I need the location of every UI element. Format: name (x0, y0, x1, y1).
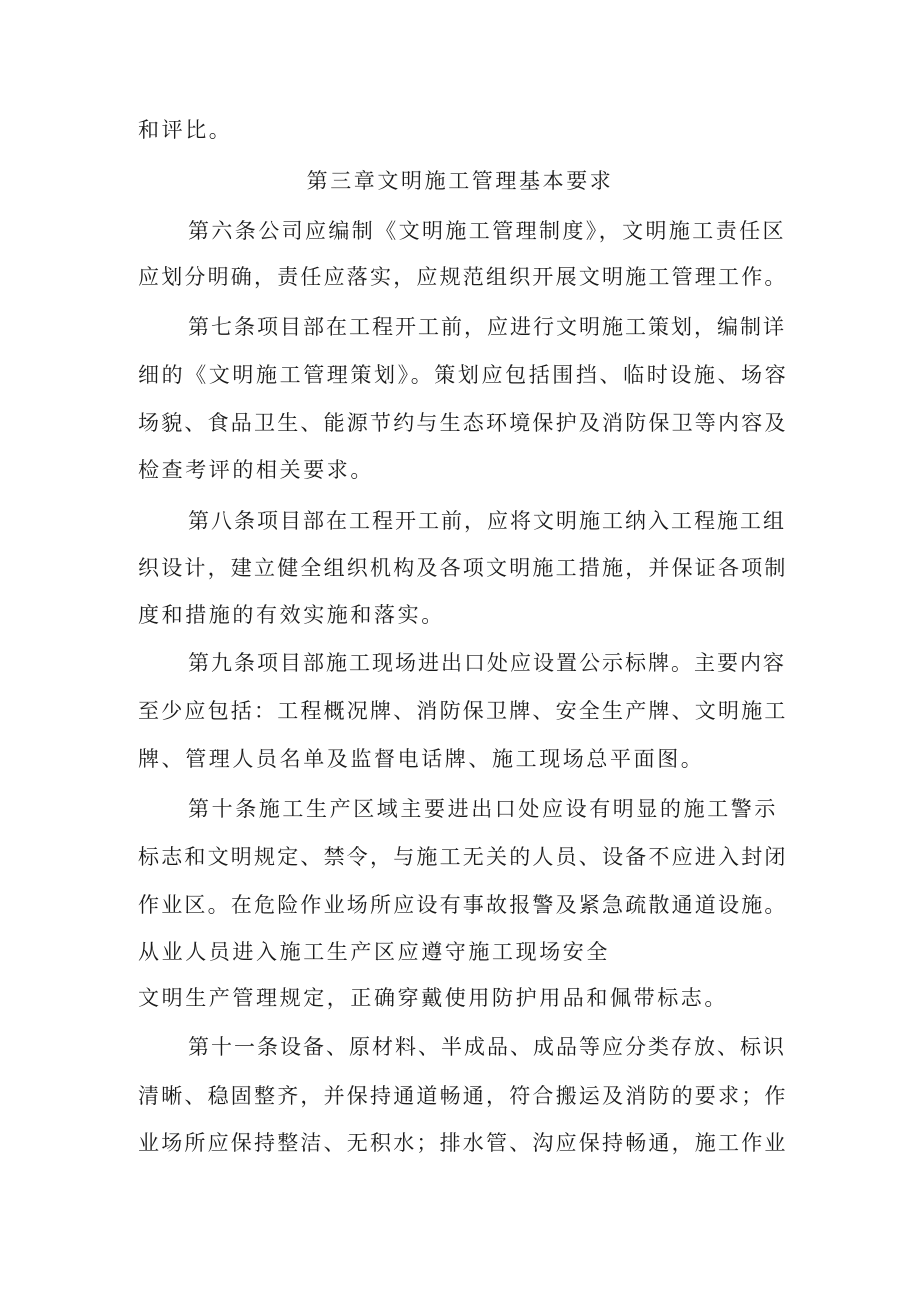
article-8-line-1: 第八条项目部在工程开工前，应将文明施工纳入工程施工组 (188, 509, 786, 533)
article-7-line-1: 第七条项目部在工程开工前，应进行文明施工策划，编制详 (188, 315, 786, 339)
article-7-line-4: 检查考评的相关要求。 (138, 458, 374, 482)
article-10-line-2: 标志和文明规定、禁令，与施工无关的人员、设备不应进入封闭 (138, 845, 788, 869)
article-7-line-3: 场貌、食品卫生、能源节约与生态环境保护及消防保卫等内容及 (138, 411, 788, 435)
article-6-line-1: 第六条公司应编制《文明施工管理制度》，文明施工责任区 (188, 219, 786, 243)
article-7-line-2: 细的《文明施工管理策划》。策划应包括围挡、临时设施、场容 (138, 363, 789, 387)
article-6-line-2: 应划分明确，责任应落实，应规范组织开展文明施工管理工作。 (138, 265, 788, 289)
article-11-line-2: 清晰、稳固整齐，并保持通道畅通，符合搬运及消防的要求；作 (138, 1084, 788, 1108)
article-10-line-3: 作业区。在危险作业场所应设有事故报警及紧急疏散通道设施。 (138, 893, 788, 917)
article-9-line-1: 第九条项目部施工现场进出口处应设置公示标牌。主要内容 (188, 651, 786, 675)
article-10-line-4: 从业人员进入施工生产区应遵守施工现场安全 (138, 940, 610, 964)
article-10-line-5: 文明生产管理规定，正确穿戴使用防护用品和佩带标志。 (138, 986, 728, 1010)
continuation-line: 和评比。 (138, 118, 233, 142)
article-8-line-2: 织设计，建立健全组织机构及各项文明施工措施，并保证各项制 (138, 556, 788, 580)
article-9-line-2: 至少应包括：工程概况牌、消防保卫牌、安全生产牌、文明施工 (138, 699, 788, 723)
article-11-line-1: 第十一条设备、原材料、半成品、成品等应分类存放、标识 (188, 1035, 786, 1059)
article-10-line-1: 第十条施工生产区域主要进出口处应设有明显的施工警示 (188, 797, 778, 821)
article-9-line-3: 牌、管理人员名单及监督电话牌、施工现场总平面图。 (138, 747, 705, 771)
article-8-line-3: 度和措施的有效实施和落实。 (138, 603, 445, 627)
chapter-title: 第三章文明施工管理基本要求 (306, 169, 614, 193)
article-11-line-3: 业场所应保持整洁、无积水；排水管、沟应保持畅通，施工作业 (138, 1131, 788, 1155)
